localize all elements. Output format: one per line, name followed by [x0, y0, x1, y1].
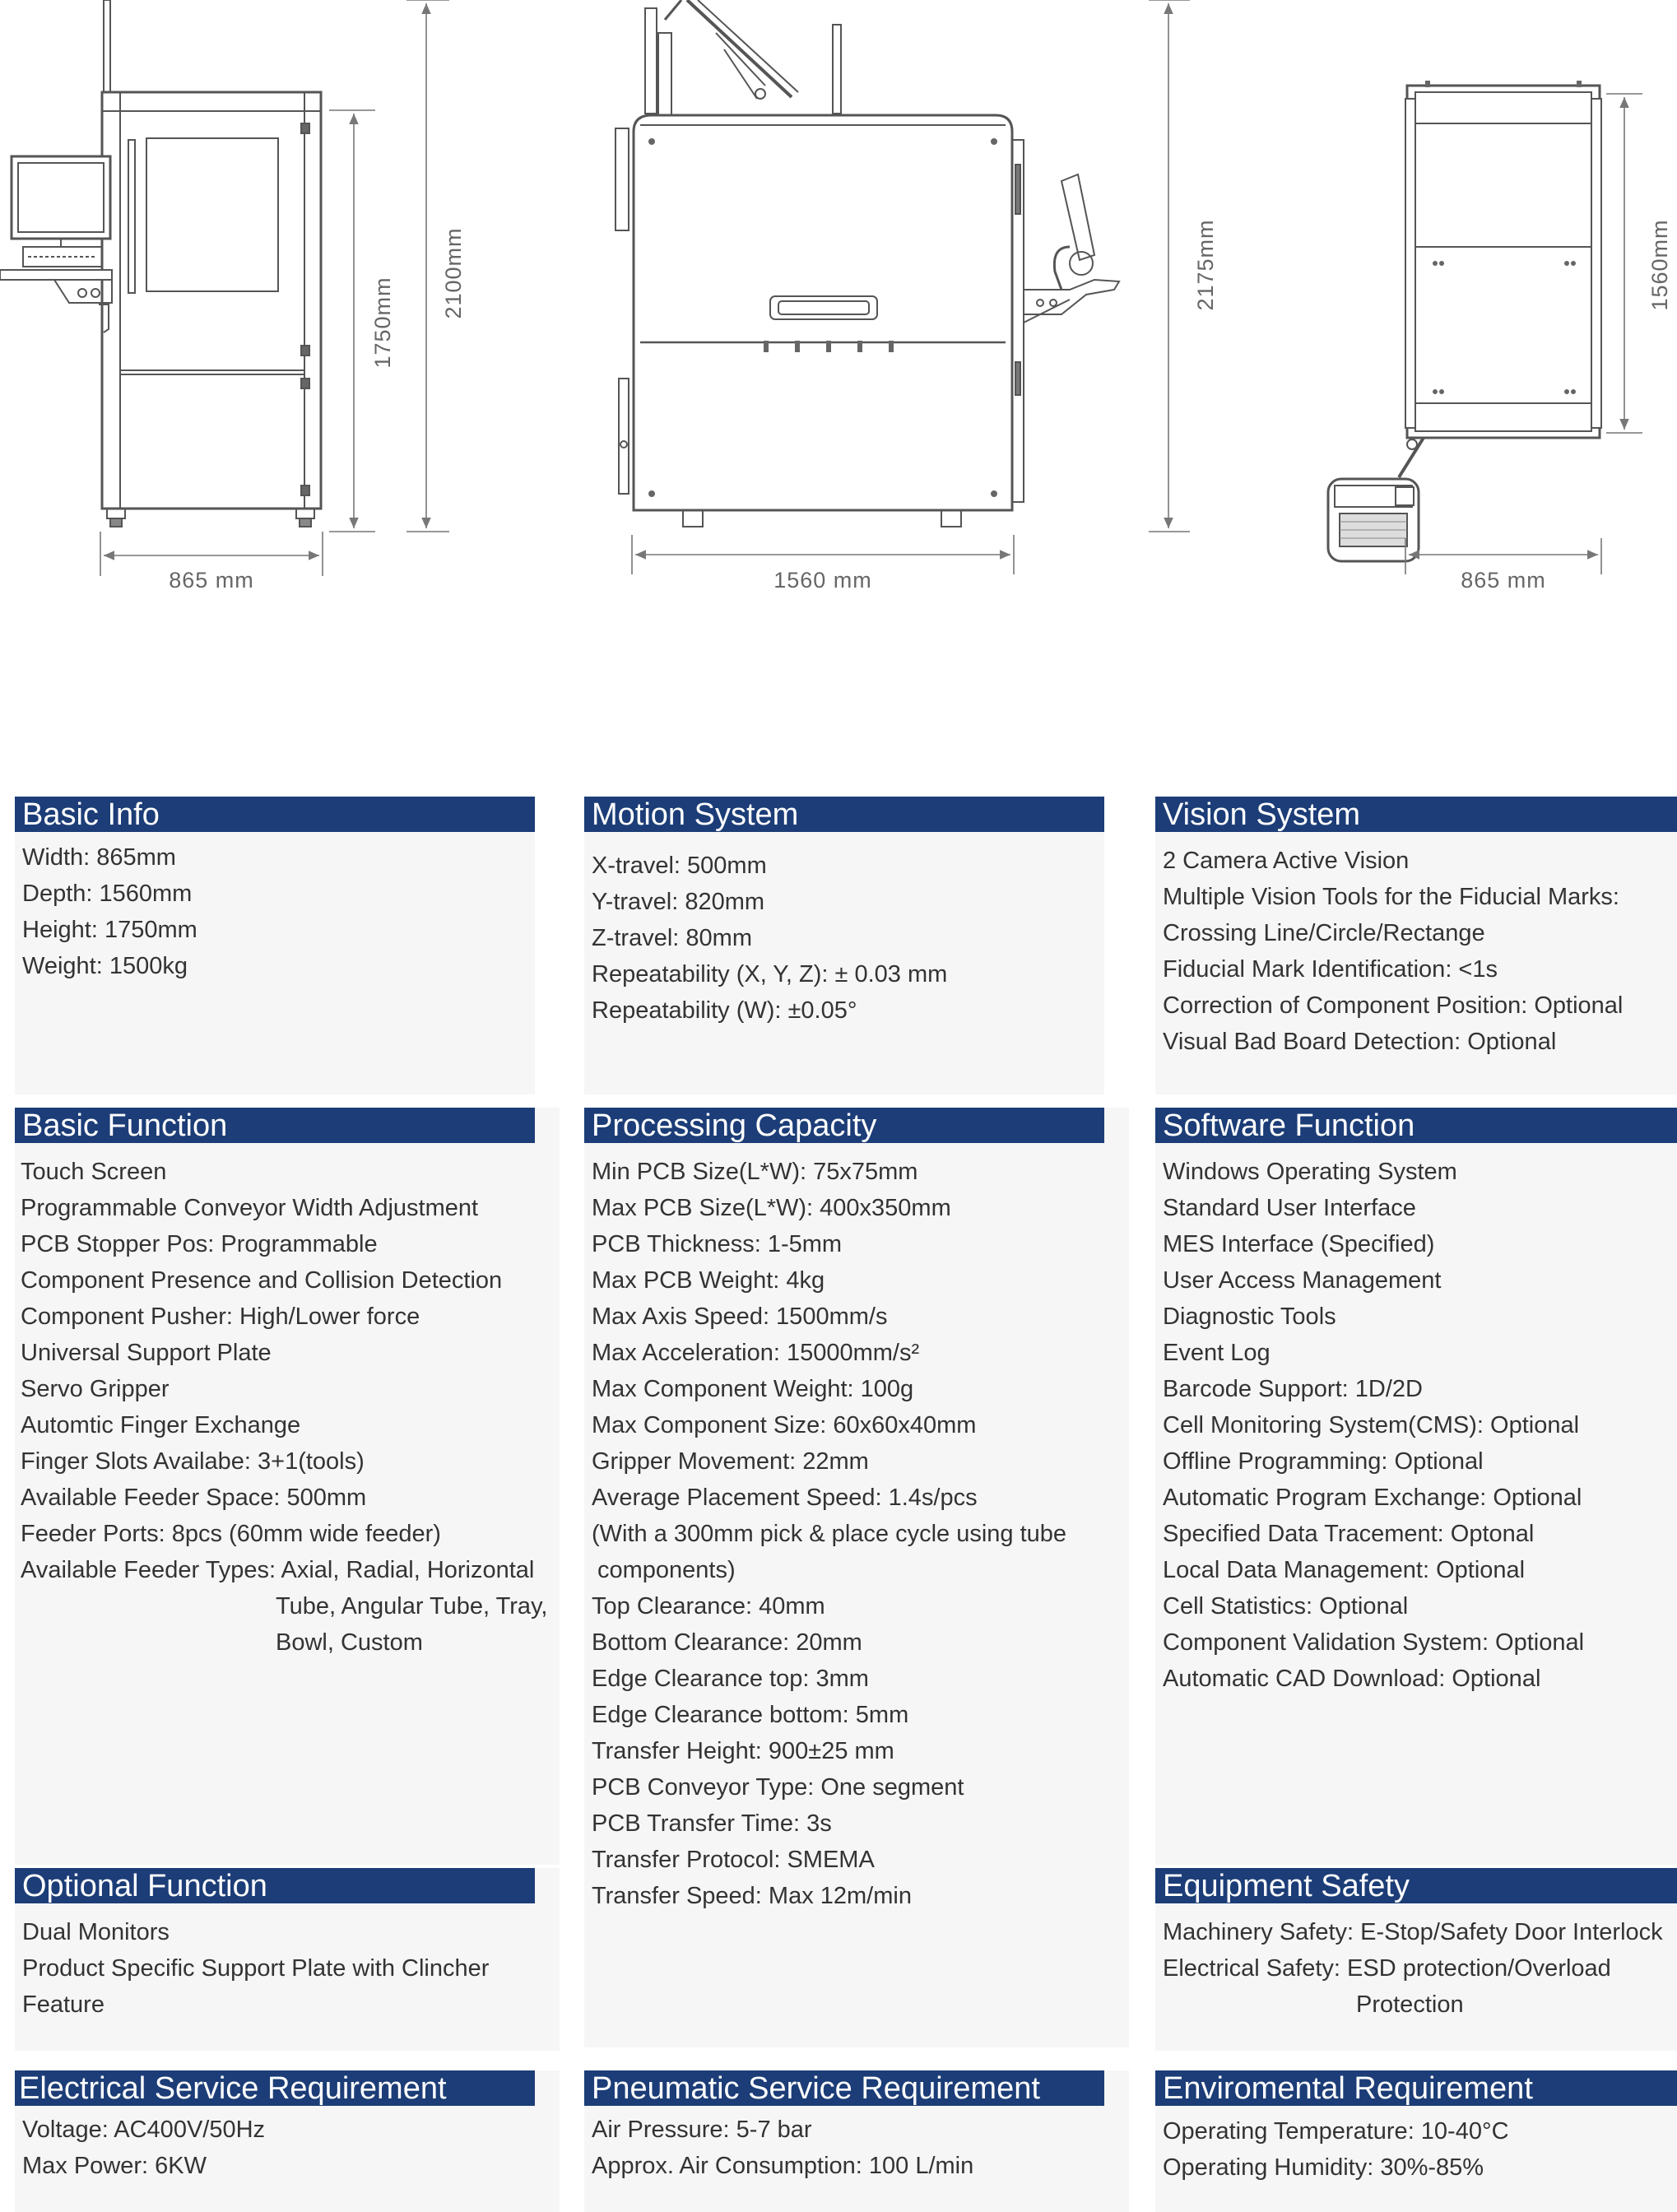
list-item: Programmable Conveyor Width Adjustment	[21, 1195, 479, 1221]
list-item: Air Pressure: 5-7 bar	[592, 2117, 812, 2143]
list-item: Finger Slots Availabe: 3+1(tools)	[21, 1448, 365, 1475]
list-item: Touch Screen	[21, 1159, 167, 1185]
list-item: Local Data Management: Optional	[1163, 1557, 1526, 1583]
pneumatic-service-title: Pneumatic Service Requirement	[584, 2070, 1104, 2106]
list-item: Automatic CAD Download: Optional	[1163, 1666, 1541, 1692]
basic-function-title: Basic Function	[15, 1108, 535, 1143]
list-item: components)	[597, 1557, 736, 1583]
software-function-panel	[1155, 1108, 1677, 1865]
list-item: Max Power: 6KW	[22, 2153, 207, 2179]
list-item: Operating Humidity: 30%-85%	[1163, 2154, 1484, 2181]
list-item: Visual Bad Board Detection: Optional	[1163, 1029, 1557, 1055]
list-item: Bottom Clearance: 20mm	[592, 1629, 862, 1656]
list-item: Max Axis Speed: 1500mm/s	[592, 1304, 888, 1330]
optional-function-title: Optional Function	[15, 1868, 535, 1903]
basic-info-list	[22, 839, 535, 984]
software-function-title: Software Function	[1155, 1108, 1677, 1143]
list-item: Voltage: AC400V/50Hz	[22, 2117, 266, 2143]
list-item: Edge Clearance top: 3mm	[592, 1666, 869, 1692]
list-item: X-travel: 500mm	[592, 853, 767, 879]
list-item: Crossing Line/Circle/Rectange	[1163, 920, 1485, 946]
list-item: Automtic Finger Exchange	[21, 1412, 301, 1438]
optional-function-panel	[15, 1868, 560, 2051]
list-item: Automatic Program Exchange: Optional	[1163, 1485, 1582, 1511]
list-item: Machinery Safety: E-Stop/Safety Door Interlock	[1163, 1919, 1663, 1945]
motion-system-list	[592, 848, 1104, 1029]
list-item: Standard User Interface	[1163, 1195, 1416, 1221]
list-item: Component Presence and Collision Detection	[21, 1267, 503, 1294]
vision-system-list	[1163, 843, 1677, 1060]
list-item: PCB Conveyor Type: One segment	[592, 1774, 964, 1801]
pneumatic-service-list	[592, 2112, 1129, 2184]
list-item: Max Acceleration: 15000mm/s²	[592, 1340, 920, 1366]
list-item: PCB Transfer Time: 3s	[592, 1810, 832, 1837]
list-item: Average Placement Speed: 1.4s/pcs	[592, 1485, 978, 1511]
list-item: Universal Support Plate	[21, 1340, 272, 1366]
vision-system-title: Vision System	[1155, 797, 1677, 832]
list-item: Servo Gripper	[21, 1376, 170, 1402]
equipment-safety-list	[1163, 1914, 1677, 2023]
list-item: Electrical Safety: ESD protection/Overload	[1163, 1955, 1611, 1982]
list-item: (With a 300mm pick & place cycle using tube	[592, 1521, 1067, 1547]
electrical-service-list	[22, 2112, 560, 2184]
list-item: Feature	[22, 1991, 105, 2018]
list-item: Available Feeder Space: 500mm	[21, 1485, 367, 1511]
machine-drawings	[0, 0, 1677, 625]
list-item: Component Validation System: Optional	[1163, 1629, 1585, 1656]
list-item: Y-travel: 820mm	[592, 889, 765, 915]
side-view	[616, 0, 1119, 527]
list-item: Height: 1750mm	[22, 917, 197, 943]
list-item: Edge Clearance bottom: 5mm	[592, 1702, 909, 1728]
list-item: Feeder Ports: 8pcs (60mm wide feeder)	[21, 1521, 441, 1547]
processing-capacity-list	[592, 1154, 1129, 1914]
front-height-label: 1750mm	[370, 276, 395, 369]
top-depth-label: 1560mm	[1647, 219, 1672, 311]
list-item: Max PCB Size(L*W): 400x350mm	[592, 1195, 951, 1221]
list-item: Approx. Air Consumption: 100 L/min	[592, 2153, 974, 2179]
list-item: Operating Temperature: 10-40°C	[1163, 2118, 1509, 2145]
list-item: Max PCB Weight: 4kg	[592, 1267, 825, 1294]
list-item: Bowl, Custom	[276, 1629, 423, 1656]
list-item: Protection	[1356, 1991, 1464, 2018]
motion-system-panel	[584, 797, 1104, 1094]
basic-function-panel	[15, 1108, 560, 1865]
list-item: Width: 865mm	[22, 844, 176, 871]
processing-capacity-panel	[584, 1108, 1129, 2047]
list-item: Cell Monitoring System(CMS): Optional	[1163, 1412, 1580, 1438]
list-item: Repeatability (X, Y, Z): ± 0.03 mm	[592, 961, 948, 988]
list-item: Gripper Movement: 22mm	[592, 1448, 869, 1475]
list-item: Max Component Size: 60x60x40mm	[592, 1412, 977, 1438]
electrical-service-panel	[15, 2070, 560, 2212]
equipment-safety-title: Equipment Safety	[1155, 1868, 1677, 1903]
top-width-label: 865 mm	[1461, 568, 1546, 592]
list-item: Top Clearance: 40mm	[592, 1593, 825, 1620]
pneumatic-service-panel	[584, 2070, 1129, 2212]
motion-system-title: Motion System	[584, 797, 1104, 832]
list-item: User Access Management	[1163, 1267, 1442, 1294]
environmental-title: Enviromental Requirement	[1155, 2070, 1677, 2106]
list-item: Repeatability (W): ±0.05°	[592, 997, 857, 1024]
basic-info-title: Basic Info	[15, 797, 535, 832]
front-total-height-label: 2100mm	[441, 227, 466, 319]
list-item: Diagnostic Tools	[1163, 1304, 1336, 1330]
software-function-list	[1163, 1154, 1677, 1697]
list-item: Dual Monitors	[22, 1919, 170, 1945]
environmental-list	[1163, 2113, 1677, 2186]
electrical-service-title: Electrical Service Requirement	[15, 2070, 535, 2106]
list-item: Tube, Angular Tube, Tray,	[276, 1593, 548, 1620]
list-item: MES Interface (Specified)	[1163, 1231, 1435, 1257]
optional-function-list	[22, 1914, 560, 2023]
list-item: Multiple Vision Tools for the Fiducial Marks:	[1163, 884, 1619, 910]
list-item: Correction of Component Position: Optional	[1163, 992, 1624, 1019]
basic-info-panel	[15, 797, 535, 1094]
list-item: Transfer Speed: Max 12m/min	[592, 1883, 912, 1909]
list-item: Max Component Weight: 100g	[592, 1376, 914, 1402]
list-item: Component Pusher: High/Lower force	[21, 1304, 420, 1330]
list-item: Event Log	[1163, 1340, 1271, 1366]
basic-function-list	[21, 1154, 560, 1661]
environmental-panel	[1155, 2070, 1677, 2212]
list-item: Z-travel: 80mm	[592, 925, 752, 951]
list-item: Available Feeder Types: Axial, Radial, Horizontal	[21, 1557, 535, 1583]
processing-capacity-title: Processing Capacity	[584, 1108, 1104, 1143]
top-view	[1328, 81, 1601, 561]
list-item: Min PCB Size(L*W): 75x75mm	[592, 1159, 918, 1185]
list-item: Depth: 1560mm	[22, 881, 193, 907]
list-item: Offline Programming: Optional	[1163, 1448, 1484, 1475]
side-width-label: 1560 mm	[773, 568, 872, 592]
list-item: PCB Stopper Pos: Programmable	[21, 1231, 378, 1257]
list-item: Product Specific Support Plate with Clincher	[22, 1955, 490, 1982]
side-total-height-label: 2175mm	[1193, 219, 1218, 311]
list-item: Cell Statistics: Optional	[1163, 1593, 1409, 1620]
list-item: Windows Operating System	[1163, 1159, 1457, 1185]
list-item: PCB Thickness: 1-5mm	[592, 1231, 843, 1257]
front-width-label: 865 mm	[169, 568, 254, 592]
front-view	[0, 0, 321, 527]
list-item: 2 Camera Active Vision	[1163, 848, 1410, 874]
list-item: Weight: 1500kg	[22, 953, 188, 979]
equipment-safety-panel	[1155, 1868, 1677, 2051]
vision-system-panel	[1155, 797, 1677, 1094]
list-item: Fiducial Mark Identification: <1s	[1163, 956, 1498, 983]
list-item: Transfer Protocol: SMEMA	[592, 1847, 875, 1873]
list-item: Barcode Support: 1D/2D	[1163, 1376, 1423, 1402]
list-item: Transfer Height: 900±25 mm	[592, 1738, 894, 1764]
list-item: Specified Data Tracement: Optonal	[1163, 1521, 1535, 1547]
